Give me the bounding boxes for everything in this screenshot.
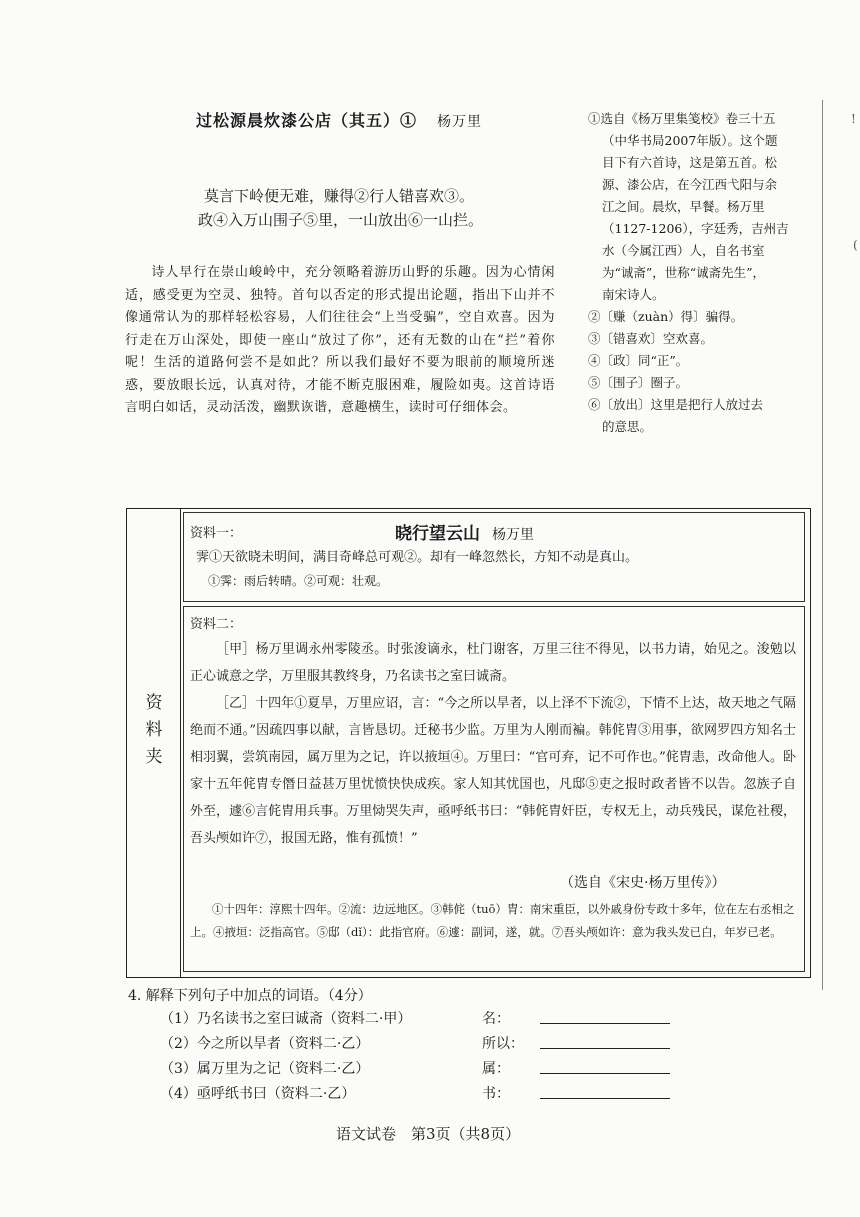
note-line: ⑥〔放出〕这里是把行人放过去 — [588, 397, 764, 412]
answer-label: 所以： — [482, 1036, 524, 1052]
question-4-items — [160, 1007, 720, 1107]
material-2-body — [190, 636, 796, 852]
edge-mark: ( — [853, 238, 858, 252]
material-1-author: 杨万里 — [492, 527, 534, 543]
answer-blank[interactable] — [540, 1023, 670, 1024]
materials-sidebar-label — [139, 690, 169, 771]
question-item — [160, 1007, 720, 1032]
question-item — [160, 1032, 720, 1057]
question-4-header: 4. 解释下列句子中加点的词语。（4分） — [128, 988, 372, 1004]
note-line: （1127-1206），字廷秀，吉州吉 — [602, 221, 789, 236]
answer-blank[interactable] — [540, 1048, 670, 1049]
answer-blank[interactable] — [540, 1098, 670, 1099]
note-line: 目下有六首诗，这是第五首。松 — [602, 155, 778, 170]
answer-label: 属： — [482, 1061, 510, 1077]
note-line: 南宋诗人。 — [602, 287, 665, 302]
question-item-text: （3）属万里为之记（资料二·乙） — [160, 1061, 370, 1077]
poem-notes — [588, 108, 813, 438]
material-2-source: （选自《宋史·杨万里传》） — [560, 875, 726, 891]
poem-body — [198, 184, 483, 232]
poem-line-2: 政④入万山围子⑤里，一山放出⑥一山拦。 — [198, 211, 484, 229]
note-line: ③〔错喜欢〕空欢喜。 — [588, 331, 714, 346]
note-line: 的意思。 — [602, 419, 653, 434]
page-footer: 语文试卷 第3页（共8页） — [336, 1125, 521, 1143]
sidebar-char: 资 — [145, 693, 163, 713]
material-1-title — [395, 519, 534, 544]
material-1-poem: 霁①天欲晓未明间，满目奇峰总可观②。却有一峰忽然长，方知不动是真山。 — [196, 550, 639, 565]
note-line: 江之间。晨炊，早餐。杨万里 — [602, 199, 765, 214]
question-item — [160, 1082, 720, 1107]
commentary-text: 诗人早行在崇山峻岭中，充分领略着游历山野的乐趣。因为心情闲适，感受更为空灵、独特。首句以否定的形式提出论题，指出下山并不像通常认为的那样轻松容易，人们往往会“上当受骗”，空自欢喜。因为行走在万山深处，即使一座山“放过了你”，还有无数的山在“拦”着你呢！生活的道路何尝不是如此？所以我们最好不要为眼前的顺境所迷惑，要放眼长远，认真对待，才能不断克服困难，履险如夷。这首诗语言明白如话，灵动活泼，幽默诙谐，意趣横生，读时可仔细体会。 — [125, 265, 555, 415]
answer-label: 名： — [482, 1011, 510, 1027]
material-2-notes — [190, 898, 798, 944]
note-line: ④〔政〕同“正”。 — [588, 353, 689, 368]
sidebar-char: 夹 — [145, 747, 163, 767]
question-item-text: （2）今之所以旱者（资料二·乙） — [160, 1036, 370, 1052]
edge-mark: ! — [851, 112, 856, 126]
answer-label: 书： — [482, 1086, 510, 1102]
material-2-notes-text: ①十四年：淳熙十四年。②流：边远地区。③韩侂（tuō）胄：南宋重臣，以外戚身份专政十多年，位在左右丞相之上。④掖垣：泛指高官。⑤邸（dǐ）：此指官府。⑥遽：副词，遂，就。⑦吾头颅如许：意为我头发已白，年岁已老。 — [190, 902, 795, 939]
material-1-notes: ①霁：雨后转晴。②可观：壮观。 — [208, 574, 389, 588]
poem-author: 杨万里 — [437, 114, 483, 130]
page-divider — [822, 100, 823, 990]
note-line: ②〔赚（zuàn）得〕骗得。 — [588, 309, 744, 324]
question-item-text: （4）亟呼纸书曰（资料二·乙） — [160, 1086, 356, 1102]
note-line: ①选自《杨万里集笺校》卷三十五 — [588, 111, 776, 126]
question-item — [160, 1057, 720, 1082]
poem-commentary — [125, 262, 555, 420]
question-item-text: （1）乃名读书之室曰诚斋（资料二·甲） — [160, 1011, 412, 1027]
material-1-title-text: 晓行望云山 — [395, 524, 480, 544]
material-2-para-yi: ［乙］十四年①夏旱，万里应诏，言：“今之所以旱者，以上泽不下流②，下情不上达，故天地之气隔绝而不通。”因疏四事以献，言皆恳切。迁秘书少监。万里为人刚而褊。韩侂胄③用事，欲网罗四方知名士相羽翼，尝筑南园，属万里为之记，许以掖垣④。万里曰：“官可弃，记不可作也。”侂胄恚，改命他人。卧家十五年侂胄专僭日益甚万里忧愤快快成疾。家人知其忧国也，凡邸⑤吏之报时政者皆不以告。忽族子自外至，遽⑥言侂胄用兵事。万里恸哭失声，亟呼纸书曰：“韩侂胄奸臣，专权无上，动兵残民，谋危社稷，吾头颅如许⑦，报国无路，惟有孤愤！” — [190, 696, 796, 846]
note-line: （中华书局2007年版）。这个题 — [602, 133, 778, 148]
note-line: 水（今属江西）人，自名书室 — [602, 243, 765, 258]
answer-blank[interactable] — [540, 1073, 670, 1074]
note-line: 为“诚斋”，世称“诚斋先生”， — [602, 265, 766, 280]
poem-title-text: 过松源晨炊漆公店（其五）① — [196, 111, 418, 130]
material-2-label: 资料二： — [190, 617, 243, 632]
material-2-para-jia: ［甲］杨万里调永州零陵丞。时张浚谪永，杜门谢客，万里三往不得见，以书力请，始见之。浚勉以正心诚意之学，万里服其教终身，乃名读书之室曰诚斋。 — [190, 642, 796, 684]
poem-line-1: 莫言下岭便无难，赚得②行人错喜欢③。 — [204, 187, 475, 205]
note-line: 源、漆公店，在今江西弋阳与余 — [602, 177, 778, 192]
material-1-label: 资料一： — [190, 526, 243, 541]
sidebar-char: 料 — [145, 720, 163, 740]
poem-title — [196, 108, 482, 131]
note-line: ⑤〔围子〕圈子。 — [588, 375, 689, 390]
